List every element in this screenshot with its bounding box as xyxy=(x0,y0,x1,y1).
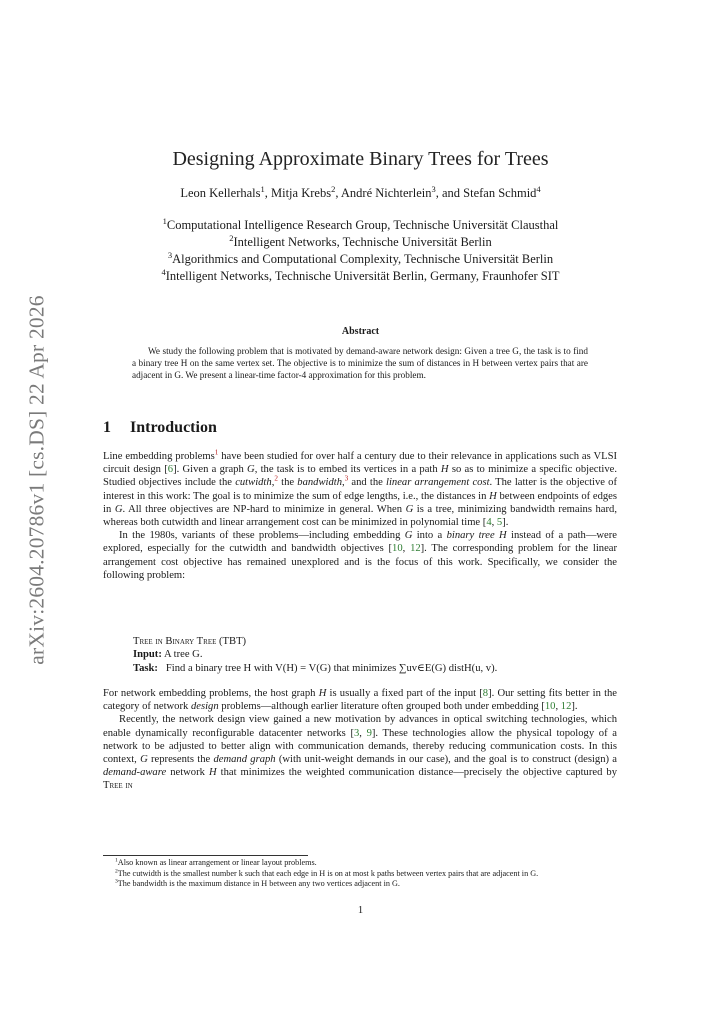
affiliation-number: 1 xyxy=(162,215,167,226)
author-name: Mitja Krebs xyxy=(271,186,332,200)
author-affiliation-mark: 4 xyxy=(536,183,541,194)
affiliation-text: Intelligent Networks, Technische Universität Berlin xyxy=(233,235,492,249)
footnote xyxy=(103,869,617,880)
problem-input-text: A tree G. xyxy=(163,649,203,661)
affiliation-list xyxy=(0,217,721,285)
paragraph: Recently, the network design view gained a new motivation by advances in optical switching technologies, which enable dynamically reconfigurable datacenter networks [3, 9]. These technologies allow the physical topology of a network to be adjusted to better align with communication demands, thereby reducing communication costs. In this context, G represents the demand graph (with unit-weight demands in our case), and the goal is to construct (design) a demand-aware network H that minimizes the weighted communication distance—precisely the objective captured by Tree in xyxy=(103,714,617,792)
footnote-text: Also known as linear arrangement or linear layout problems. xyxy=(117,858,317,867)
paragraph: Line embedding problems$^1$ have been studied for over half a century due to their relevance in applications such as VLSI circuit design [6]. Given a graph G, the task is to embed its vertices in a path H so as to minimize a specific objective. Studied objectives include the cutwidth,$^2$ the bandwidth,$^3$ and the linear arrangement cost. The latter is the objective of interest in this work: The goal is to minimize the sum of edge lengths, i.e., the distances in H between endpoints of edges in G. All three objectives are NP-hard to minimize in general. When G is a tree, minimizing bandwidth remains hard, whereas both cutwidth and linear arrangement cost can be minimized in polynomial time [4, 5]. xyxy=(103,448,618,529)
problem-task-label: Task: xyxy=(133,662,158,674)
footnote-number: 2 xyxy=(115,867,118,874)
footnote-rule xyxy=(103,855,308,856)
affiliation xyxy=(0,268,721,285)
section-heading xyxy=(103,419,217,437)
abstract-text: We study the following problem that is motivated by demand-aware network design: Given a tree G, the task is to find a binary tree H on the same vertex set. The objective is to minimize the sum of distances in H between vertex pairs that are adjacent in G. We present a linear-time factor-4 approximation for this problem. xyxy=(132,346,588,380)
section-title: Introduction xyxy=(130,419,217,436)
author-affiliation-mark: 3 xyxy=(431,183,436,194)
arxiv-sidebar-stamp xyxy=(22,295,52,665)
affiliation-text: Algorithmics and Computational Complexity, Technische Universität Berlin xyxy=(172,252,554,266)
author-affiliation-mark: 2 xyxy=(331,183,336,194)
paper-title: Designing Approximate Binary Trees for Trees xyxy=(172,148,549,170)
problem-task xyxy=(133,662,497,675)
abstract-body xyxy=(132,345,588,381)
problem-task-text: Find a binary tree H with V(H) = V(G) that minimizes ∑uv∈E(G) distH(u, v). xyxy=(165,662,498,674)
affiliation xyxy=(0,234,721,251)
author-affiliation-mark: 1 xyxy=(260,183,265,194)
problem-input xyxy=(133,648,497,661)
intro-paragraphs-1 xyxy=(103,450,617,582)
affiliation-number: 3 xyxy=(167,249,173,260)
affiliation-text: Intelligent Networks, Technische Universität Berlin, Germany, Fraunhofer SIT xyxy=(165,269,560,283)
author-name: Stefan Schmid xyxy=(463,186,537,200)
problem-definition xyxy=(133,635,497,675)
page-number: 1 xyxy=(357,905,364,916)
footnote-number: 1 xyxy=(115,857,118,864)
affiliation xyxy=(0,217,721,234)
arxiv-identifier: arXiv:2604.20786v1 [cs.DS] 22 Apr 2026 xyxy=(24,295,49,665)
footnotes xyxy=(103,858,617,890)
affiliation-text: Computational Intelligence Research Group, Technische Universität Clausthal xyxy=(166,218,559,232)
author-name: Leon Kellerhals xyxy=(180,186,261,200)
affiliation-number: 4 xyxy=(161,266,166,277)
paragraph: In the 1980s, variants of these problems—including embedding G into a binary tree H instead of a path—were explored, especially for the cutwidth and bandwidth objectives [10, 12]. The corresponding problem for the linear arrangement cost objective has remained unexplored and is the focus of this work. Specifically, we consider the following problem: xyxy=(103,530,618,581)
author-name: André Nichterlein xyxy=(340,186,432,200)
footnote-text: The bandwidth is the maximum distance in H between any two vertices adjacent in G. xyxy=(117,879,400,889)
footnote-text: The cutwidth is the smallest number k such that each edge in H is on at most k paths between vertex pairs that are adjacent in G. xyxy=(117,868,539,878)
section-number: 1 xyxy=(103,419,111,436)
problem-input-label: Input: xyxy=(133,649,162,661)
affiliation-number: 2 xyxy=(229,232,234,243)
footnote xyxy=(103,858,617,869)
intro-paragraphs-2 xyxy=(103,687,617,793)
affiliation xyxy=(0,251,721,268)
author-list: Leon Kellerhals$^1$, Mitja Krebs$^2$, André Nichterlein$^3$, and Stefan Schmid$^4$ xyxy=(180,183,541,200)
footnote xyxy=(103,879,617,890)
paragraph: For network embedding problems, the host graph H is usually a fixed part of the input [8]. Our setting fits better in the category of network design problems—although earlier literature often grouped both under embedding [10, 12]. xyxy=(103,688,618,713)
footnote-number: 3 xyxy=(115,878,118,885)
problem-name: Tree in Binary Tree (TBT) xyxy=(133,636,247,647)
abstract-heading: Abstract xyxy=(341,326,380,337)
